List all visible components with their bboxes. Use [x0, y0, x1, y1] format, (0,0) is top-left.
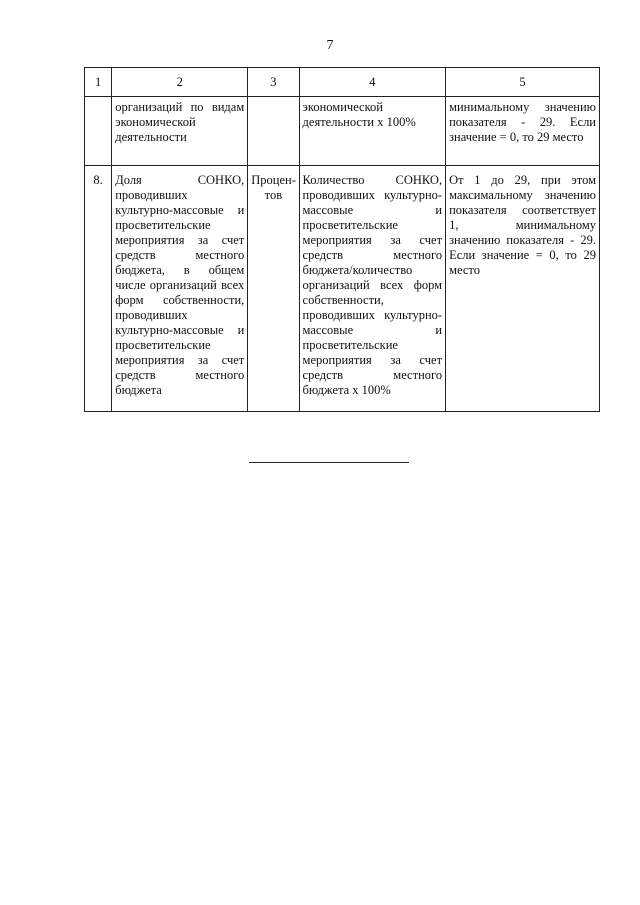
unit-cell	[248, 97, 299, 166]
formula-cell: Количество СОНКО, проводивших культурно-массовые и просветительские мероприятия за счет средств местного бюджета/количество организаций всех форм собственности, проводивших культурно-массовые и просветительские мероприятия за счет средств местного бюджета х 100%	[299, 166, 446, 412]
score-cell: минимальному значению показателя - 29. Если значение = 0, то 29 место	[446, 97, 600, 166]
table-header-row	[85, 68, 600, 97]
table-row	[85, 97, 600, 166]
indicator-name-cell: организаций по видам экономической деятельности	[112, 97, 248, 166]
column-header-1: 1	[85, 68, 112, 97]
unit-cell: Процен-тов	[248, 166, 299, 412]
page-number: 7	[326, 38, 334, 53]
column-header-3: 3	[248, 68, 299, 97]
closing-divider	[249, 462, 409, 463]
table-row	[85, 166, 600, 412]
row-number-cell	[85, 97, 112, 166]
indicators-table	[84, 67, 600, 412]
formula-cell: экономической деятельности х 100%	[299, 97, 446, 166]
row-number-cell: 8.	[85, 166, 112, 412]
score-cell: От 1 до 29, при этом максимальному значению показателя соответствует 1, минимальному значению показателя - 29. Если значение = 0, то 29 место	[446, 166, 600, 412]
column-header-2: 2	[112, 68, 248, 97]
column-header-5: 5	[446, 68, 600, 97]
column-header-4: 4	[299, 68, 446, 97]
indicator-name-cell: Доля СОНКО, проводивших культурно-массовые и просветительские мероприятия за счет средств местного бюджета, в общем числе организаций всех форм собственности, проводивших культурно-массовые и просветительские мероприятия за счет средств местного бюджета	[112, 166, 248, 412]
